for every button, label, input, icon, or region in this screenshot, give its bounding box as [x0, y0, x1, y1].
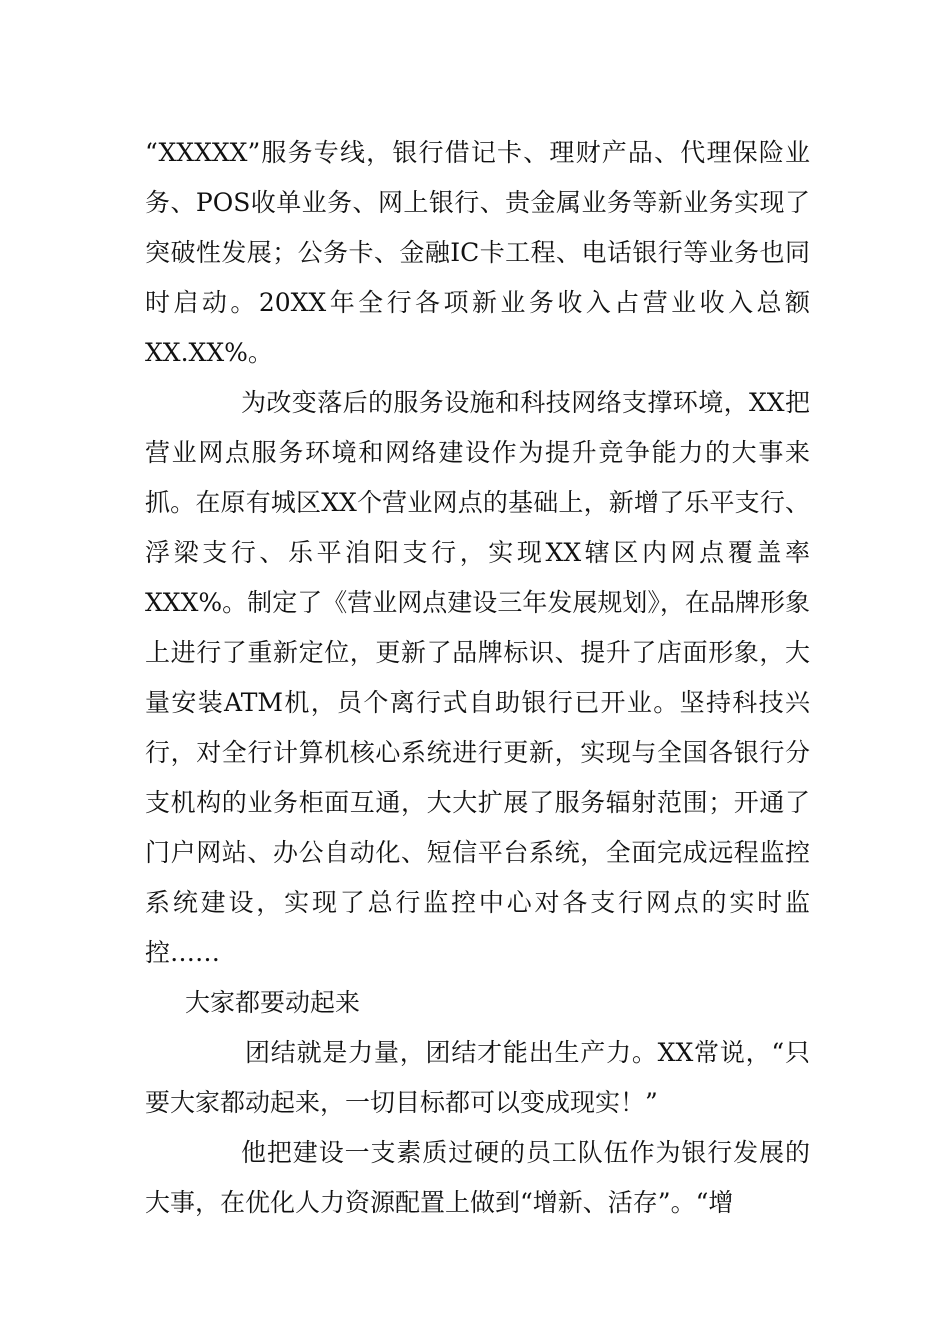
paragraph-network-construction: 为改变落后的服务设施和科技网络支撑环境，XX把营业网点服务环境和网络建设作为提升竞争能力的大事来抓。在原有城区XX个营业网点的基础上，新增了乐平支行、浮梁支行、乐平洎阳支行，实现XX辖区内网点覆盖率XXX%。制定了《营业网点建设三年发展规划》，在品牌形象上进行了重新定位，更新了品牌标识、提升了店面形象，大量安装ATM机，员个离行式自助银行已开业。坚持科技兴行，对全行计算机核心系统进行更新，实现与全国各银行分支机构的业务柜面互通，大大扩展了服务辐射范围；开通了门户网站、办公自动化、短信平台系统，全面完成远程监控系统建设，实现了总行监控中心对各支行网点的实时监控…… [145, 388, 810, 967]
paragraph-staff-building: 他把建设一支素质过硬的员工队伍作为银行发展的大事，在优化人力资源配置上做到“增新、活存”。“增 [145, 1138, 810, 1217]
section-heading: 大家都要动起来 [185, 988, 361, 1017]
paragraph-unity: 团结就是力量，团结才能出生产力。XX常说，“只要大家都动起来，一切目标都可以变成现实！” [145, 1038, 810, 1117]
paragraph-new-business: “XXXXX”服务专线，银行借记卡、理财产品、代理保险业务、POS收单业务、网上银行、贵金属业务等新业务实现了突破性发展；公务卡、金融IC卡工程、电话银行等业务也同时启动。20XX年全行各项新业务收入占营业收入总额XX.XX%。 [145, 138, 810, 367]
document-body [145, 128, 810, 1228]
